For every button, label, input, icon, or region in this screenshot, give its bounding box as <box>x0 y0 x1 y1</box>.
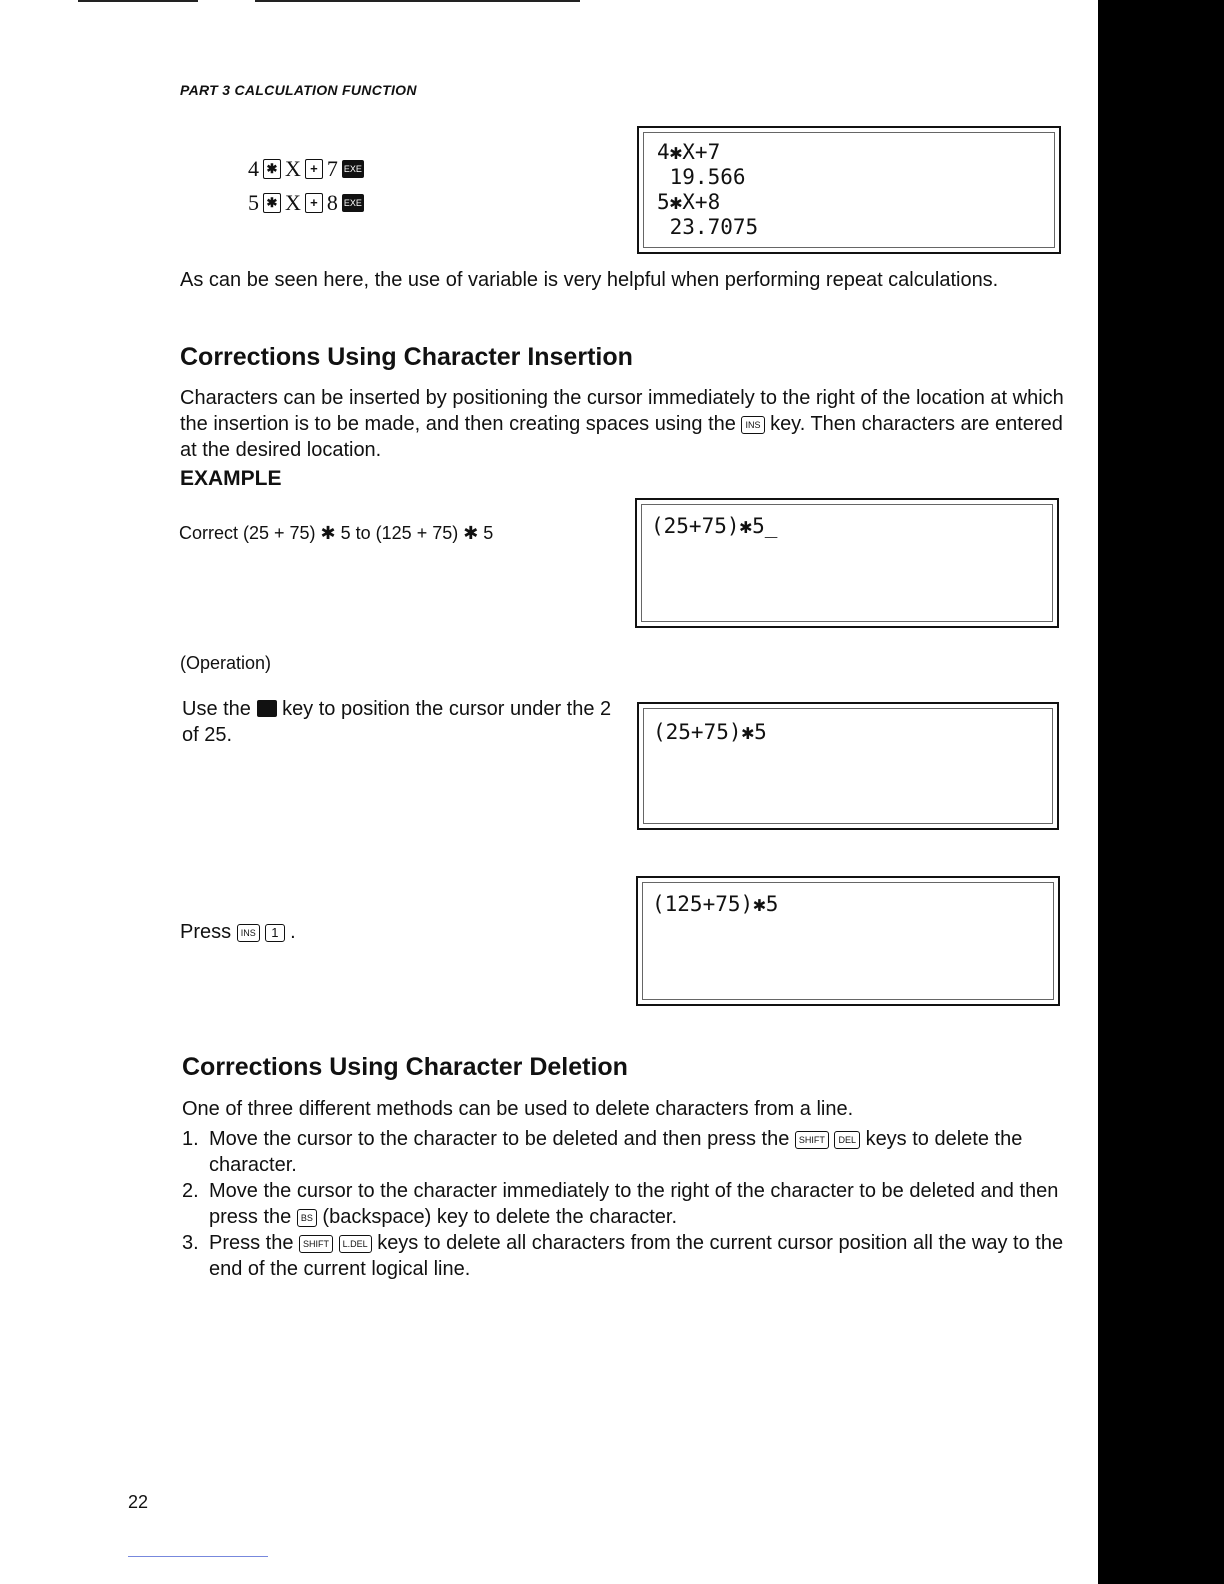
list-number: 2. <box>182 1180 199 1202</box>
insertion-heading: Corrections Using Character Insertion <box>180 343 633 371</box>
deletion-intro: One of three different methods can be used to delete characters from a line. <box>182 1098 854 1120</box>
plus-key-icon: + <box>305 193 323 213</box>
intro-sentence: As can be seen here, the use of variable is very helpful when performing repeat calculations. <box>180 269 999 291</box>
one-key-icon: 1 <box>265 924 284 942</box>
step-cursor <box>182 696 614 748</box>
del-key-icon: DEL <box>834 1131 860 1149</box>
deletion-list <box>182 1126 1068 1282</box>
digit: 5 <box>248 190 259 215</box>
plus-key-icon: + <box>305 159 323 179</box>
ins-key-icon: INS <box>741 416 764 434</box>
press-instruction <box>180 919 296 945</box>
bottom-rule <box>128 1556 268 1557</box>
ins-key-icon: INS <box>237 924 260 942</box>
digit: 7 <box>326 156 338 181</box>
lcd-display-2 <box>635 498 1059 628</box>
example-label: EXAMPLE <box>180 467 282 490</box>
lcd-display-1 <box>637 126 1061 254</box>
insertion-paragraph <box>180 385 1068 463</box>
list-item <box>182 1178 1068 1230</box>
operation-label: (Operation) <box>180 653 272 673</box>
lcd-line: 23.7075 <box>657 215 759 239</box>
shift-key-icon: SHIFT <box>299 1235 333 1253</box>
keystroke-line-1 <box>248 156 364 182</box>
top-rule-right <box>255 0 580 2</box>
press-text: Press <box>180 921 232 943</box>
backspace-key-icon: BS <box>297 1209 317 1227</box>
shift-key-icon: SHIFT <box>795 1131 829 1149</box>
digit: 4 <box>248 156 259 181</box>
list-item <box>182 1126 1068 1178</box>
lcd-line: 19.566 <box>657 165 746 189</box>
variable: X <box>285 190 301 215</box>
step-text: Use the <box>182 698 251 720</box>
list-text: keys to delete all characters from the current cursor position all the way to the end of the current logical line. <box>209 1232 1064 1280</box>
digit: 8 <box>326 190 338 215</box>
lcd-display-3 <box>637 702 1059 830</box>
cursor-key-icon <box>257 700 277 717</box>
list-item <box>182 1230 1068 1282</box>
page-number: 22 <box>128 1492 149 1512</box>
multiply-key-icon: ✱ <box>263 193 281 213</box>
exe-key-icon: EXE <box>342 160 364 178</box>
section-header: PART 3 CALCULATION FUNCTION <box>180 82 417 98</box>
multiply-key-icon: ✱ <box>263 159 281 179</box>
lcd-display-4 <box>636 876 1060 1006</box>
lcd-line: (25+75)✱5_ <box>651 514 778 538</box>
exe-key-icon: EXE <box>342 194 364 212</box>
list-text: Move the cursor to the character to be deleted and then press the <box>209 1128 790 1150</box>
list-text: keys to delete the character. <box>209 1128 1023 1176</box>
list-text: Move the cursor to the character immediately to the right of the character to be deleted and then press the <box>209 1180 1059 1228</box>
line-delete-key-icon: L.DEL <box>339 1235 372 1253</box>
lcd-line: (125+75)✱5 <box>652 892 779 916</box>
paragraph-text: Characters can be inserted by positioning the cursor immediately to the right of the location at which the insertion is to be made, and then creating spaces using the <box>180 387 1064 435</box>
list-text: (backspace) key to delete the character. <box>322 1206 678 1228</box>
top-rule-left <box>78 0 198 2</box>
press-text: . <box>290 921 296 943</box>
step-text: key to position the cursor under the 2 of 25. <box>182 698 612 746</box>
lcd-line: 5✱X+8 <box>657 190 721 214</box>
deletion-heading: Corrections Using Character Deletion <box>182 1053 628 1081</box>
keystroke-line-2 <box>248 190 364 216</box>
list-number: 3. <box>182 1232 199 1254</box>
lcd-line: 4✱X+7 <box>657 140 721 164</box>
correct-instruction: Correct (25 + 75) ✱ 5 to (125 + 75) ✱ 5 <box>179 523 494 543</box>
paragraph-text: key. Then characters are entered at the desired location. <box>180 413 1063 461</box>
list-number: 1. <box>182 1128 199 1150</box>
variable: X <box>285 156 301 181</box>
list-text: Press the <box>209 1232 294 1254</box>
lcd-line: (25+75)✱5 <box>653 720 767 744</box>
scan-edge-bar <box>1098 0 1224 1584</box>
